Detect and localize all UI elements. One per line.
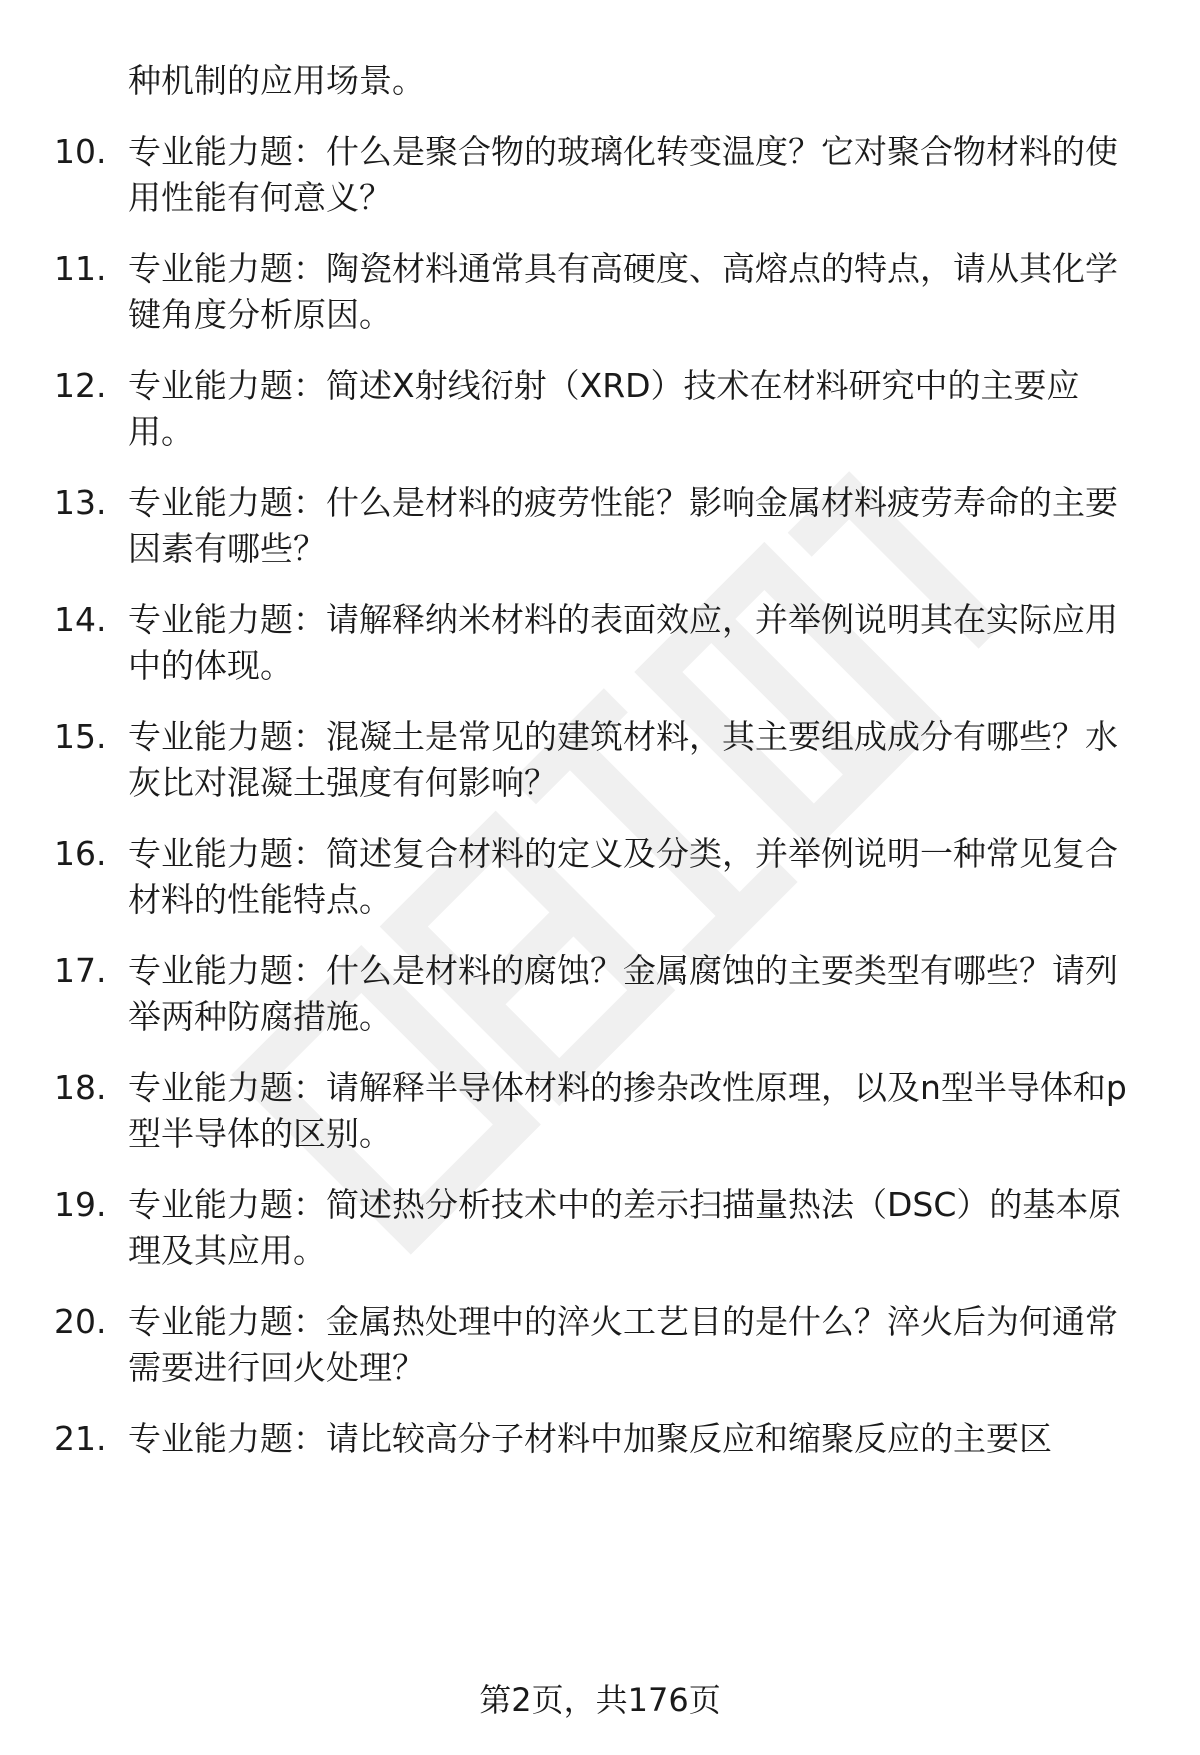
- question-text: 专业能力题：混凝土是常见的建筑材料，其主要组成成分有哪些？水灰比对混凝土强度有何影响？: [128, 717, 1118, 802]
- question-number: 14.: [54, 600, 107, 639]
- question-text: 专业能力题：请比较高分子材料中加聚反应和缩聚反应的主要区: [128, 1419, 1052, 1458]
- question-text: 专业能力题：陶瓷材料通常具有高硬度、高熔点的特点，请从其化学键角度分析原因。: [128, 249, 1118, 334]
- question-number: 21.: [54, 1419, 107, 1458]
- question-text: 专业能力题：金属热处理中的淬火工艺目的是什么？淬火后为何通常需要进行回火处理？: [128, 1302, 1118, 1387]
- question-number: 12.: [54, 366, 107, 405]
- question-number: 15.: [54, 717, 107, 756]
- question-text: 专业能力题：请解释半导体材料的掺杂改性原理，以及n型半导体和p型半导体的区别。: [128, 1068, 1127, 1153]
- question-text: 专业能力题：简述复合材料的定义及分类，并举例说明一种常见复合材料的性能特点。: [128, 834, 1118, 919]
- question-number: 11.: [54, 249, 107, 288]
- question-number: 18.: [54, 1068, 107, 1107]
- question-number: 20.: [54, 1302, 107, 1341]
- question-text: 专业能力题：简述热分析技术中的差示扫描量热法（DSC）的基本原理及其应用。: [128, 1185, 1122, 1270]
- page-footer: 第2页，共176页: [479, 1681, 721, 1719]
- question-number: 13.: [54, 483, 107, 522]
- question-text: 专业能力题：什么是材料的腐蚀？金属腐蚀的主要类型有哪些？请列举两种防腐措施。: [128, 951, 1118, 1036]
- question-text: 专业能力题：什么是材料的疲劳性能？影响金属材料疲劳寿命的主要因素有哪些？: [128, 483, 1118, 568]
- question-text: 专业能力题：请解释纳米材料的表面效应，并举例说明其在实际应用中的体现。: [128, 600, 1118, 685]
- question-text: 专业能力题：什么是聚合物的玻璃化转变温度？它对聚合物材料的使用性能有何意义？: [128, 132, 1118, 217]
- question-number: 17.: [54, 951, 107, 990]
- continued-question-text: 种机制的应用场景。: [128, 61, 425, 100]
- question-number: 16.: [54, 834, 107, 873]
- question-text: 专业能力题：简述X射线衍射（XRD）技术在材料研究中的主要应用。: [128, 366, 1080, 451]
- question-number: 10.: [54, 132, 107, 171]
- question-number: 19.: [54, 1185, 107, 1224]
